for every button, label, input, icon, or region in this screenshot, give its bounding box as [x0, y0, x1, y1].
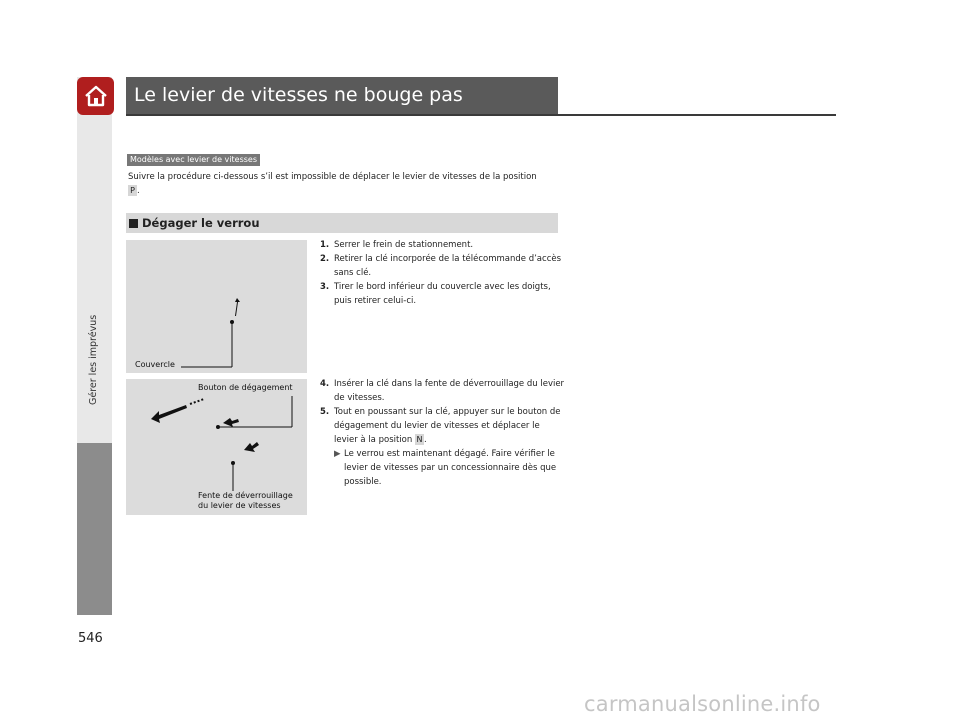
page-number: 546 — [78, 631, 103, 646]
cover-callout: Couvercle — [135, 360, 175, 369]
step-number: 3. — [320, 282, 330, 292]
slot-callout-line1: Fente de déverrouillage — [198, 491, 293, 500]
step-text — [334, 405, 565, 447]
home-button[interactable] — [77, 77, 114, 115]
slot-callout — [198, 491, 293, 511]
step-4 — [320, 377, 565, 405]
step-2 — [320, 252, 565, 280]
sidebar-active-section — [77, 443, 112, 615]
step-number: 5. — [320, 407, 330, 417]
step-text: Tirer le bord inférieur du couvercle avec les doigts, puis retirer celui-ci. — [334, 282, 551, 306]
step-1 — [320, 238, 565, 252]
step-number: 1. — [320, 240, 330, 250]
cover-illustration — [126, 240, 307, 373]
home-icon — [83, 83, 109, 109]
watermark: carmanualsonline.info — [584, 692, 821, 716]
intro-text: Suivre la procédure ci-dessous s’il est impossible de déplacer le levier de vitesses de la position — [128, 172, 537, 182]
models-tag: Modèles avec levier de vitesses — [127, 154, 260, 166]
step-5 — [320, 405, 565, 447]
section-heading — [126, 213, 558, 233]
arrow-right-icon: ▶ — [334, 449, 341, 459]
step-3 — [320, 280, 565, 308]
steps-group-b — [320, 377, 565, 489]
step-5-text: Tout en poussant sur la clé, appuyer sur le bouton de dégagement du levier de vitesses et déplacer le levier à la position — [334, 407, 561, 445]
sidebar-chapter-label[interactable] — [88, 391, 99, 405]
result-note — [320, 447, 565, 489]
intro-paragraph — [128, 170, 568, 198]
step-number: 4. — [320, 379, 330, 389]
step-text: Insérer la clé dans la fente de déverrouillage du levier de vitesses. — [334, 379, 565, 403]
step-number: 2. — [320, 254, 330, 264]
neutral-position-key: N — [416, 435, 423, 444]
figure-release — [126, 379, 307, 515]
title-rule — [126, 114, 836, 116]
step-5-end: . — [423, 435, 427, 445]
intro-end: . — [137, 186, 140, 196]
page-title: Le levier de vitesses ne bouge pas — [126, 77, 558, 114]
step-text: Serrer le frein de stationnement. — [334, 240, 474, 250]
step-text: Retirer la clé incorporée de la télécommande d’accès sans clé. — [334, 254, 562, 278]
steps-group-a — [320, 238, 565, 308]
slot-callout-line2: du levier de vitesses — [198, 501, 281, 510]
note-text: Le verrou est maintenant dégagé. Faire vérifier le levier de vitesses par un concessionnaire dès que possible. — [344, 449, 557, 487]
release-button-callout: Bouton de dégagement — [198, 383, 293, 392]
park-position-key: P — [128, 185, 137, 196]
section-bullet-icon — [129, 219, 138, 228]
figure-cover — [126, 240, 307, 373]
section-title: Dégager le verrou — [142, 216, 260, 230]
